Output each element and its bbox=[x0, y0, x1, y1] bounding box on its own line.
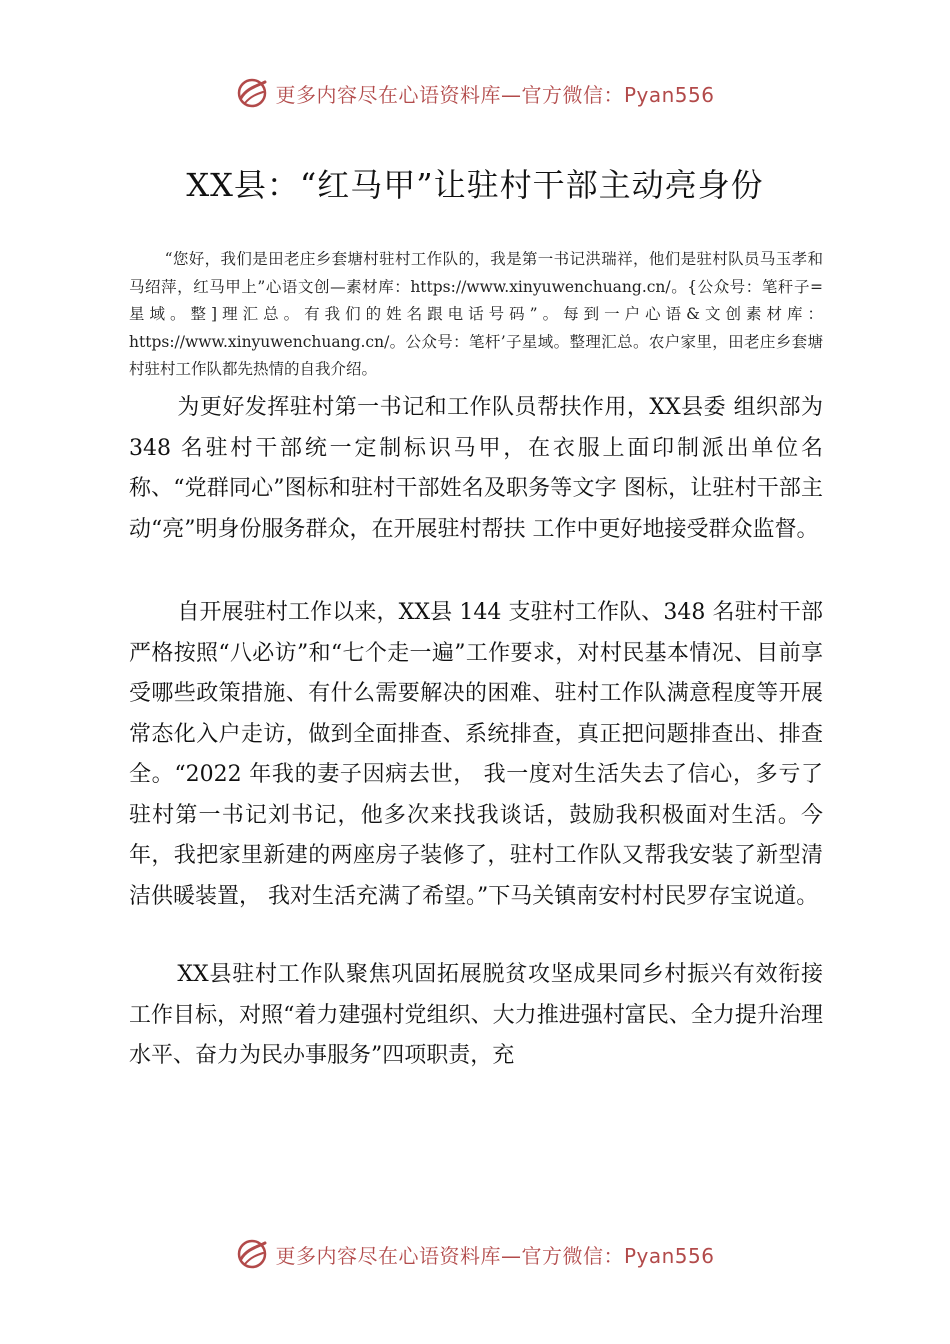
body-paragraph-3: XX县驻村工作队聚焦巩固拓展脱贫攻坚成果同乡村振兴有效衔接工作目标，对照“着力建强村党组织、大力推进强村富民、全力提升治理水平、奋力为民办事服务”四项职责，充 bbox=[129, 962, 823, 1068]
watermark-text: 更多内容尽在心语资料库—官方微信：Pyan556 bbox=[275, 82, 715, 107]
document-title: XX县：“红马甲”让驻村干部主动亮身份 bbox=[186, 166, 764, 204]
intro-quote: “您好，我们是田老庄乡套塘村驻村工作队的，我是第一书记洪瑞祥，他们是驻村队员马玉孝和马绍萍，红马甲上”心语文创—素材库：https://www.xinyuwenchuang.cn/。{公众号：笔秆子=星域。整]理汇总。有我们的姓名跟电话号码”。每到一户心语&文创素材库：https://www.xinyuwenchuang.cn/。公众号：笔杆’子星域。整理汇总。农户家里，田老庄乡套塘村驻村工作队都先热情的自我介绍。 bbox=[129, 250, 823, 378]
circular-seal-logo-icon bbox=[235, 76, 269, 110]
body-paragraph-2: 自开展驻村工作以来，XX县 144 支驻村工作队、348 名驻村干部严格按照“八必访”和“七个走一遍”工作要求，对村民基本情况、目前享受哪些政策措施、有什么需要解决的困难、驻村工作队满意程度等开展常态化入户走访，做到全面排查、系统排查，真正把问题排查出、排查全。“2022 年我的妻子因病去世， 我一度对生活失去了信心，多亏了驻村第一书记刘书记，他多次来找我谈话，鼓励我积极面对生活。今年，我把家里新建的两座房子装修了，驻村工作队又帮我安装了新型清洁供暖装置， 我对生活充满了希望。”下马关镇南安村村民罗存宝说道。 bbox=[129, 600, 823, 909]
circular-seal-logo-icon bbox=[235, 1237, 269, 1271]
footer-watermark bbox=[0, 1234, 950, 1274]
watermark-text: 更多内容尽在心语资料库—官方微信：Pyan556 bbox=[275, 1243, 715, 1268]
header-watermark bbox=[0, 73, 950, 113]
body-paragraph-1: 为更好发挥驻村第一书记和工作队员帮扶作用，XX县委 组织部为 348 名驻村干部统一定制标识马甲，在衣服上面印制派出单位名称、“党群同心”图标和驻村干部姓名及职务等文字 图标，让驻村干部主动“亮”明身份服务群众，在开展驻村帮扶 工作中更好地接受群众监督。 bbox=[129, 395, 823, 542]
